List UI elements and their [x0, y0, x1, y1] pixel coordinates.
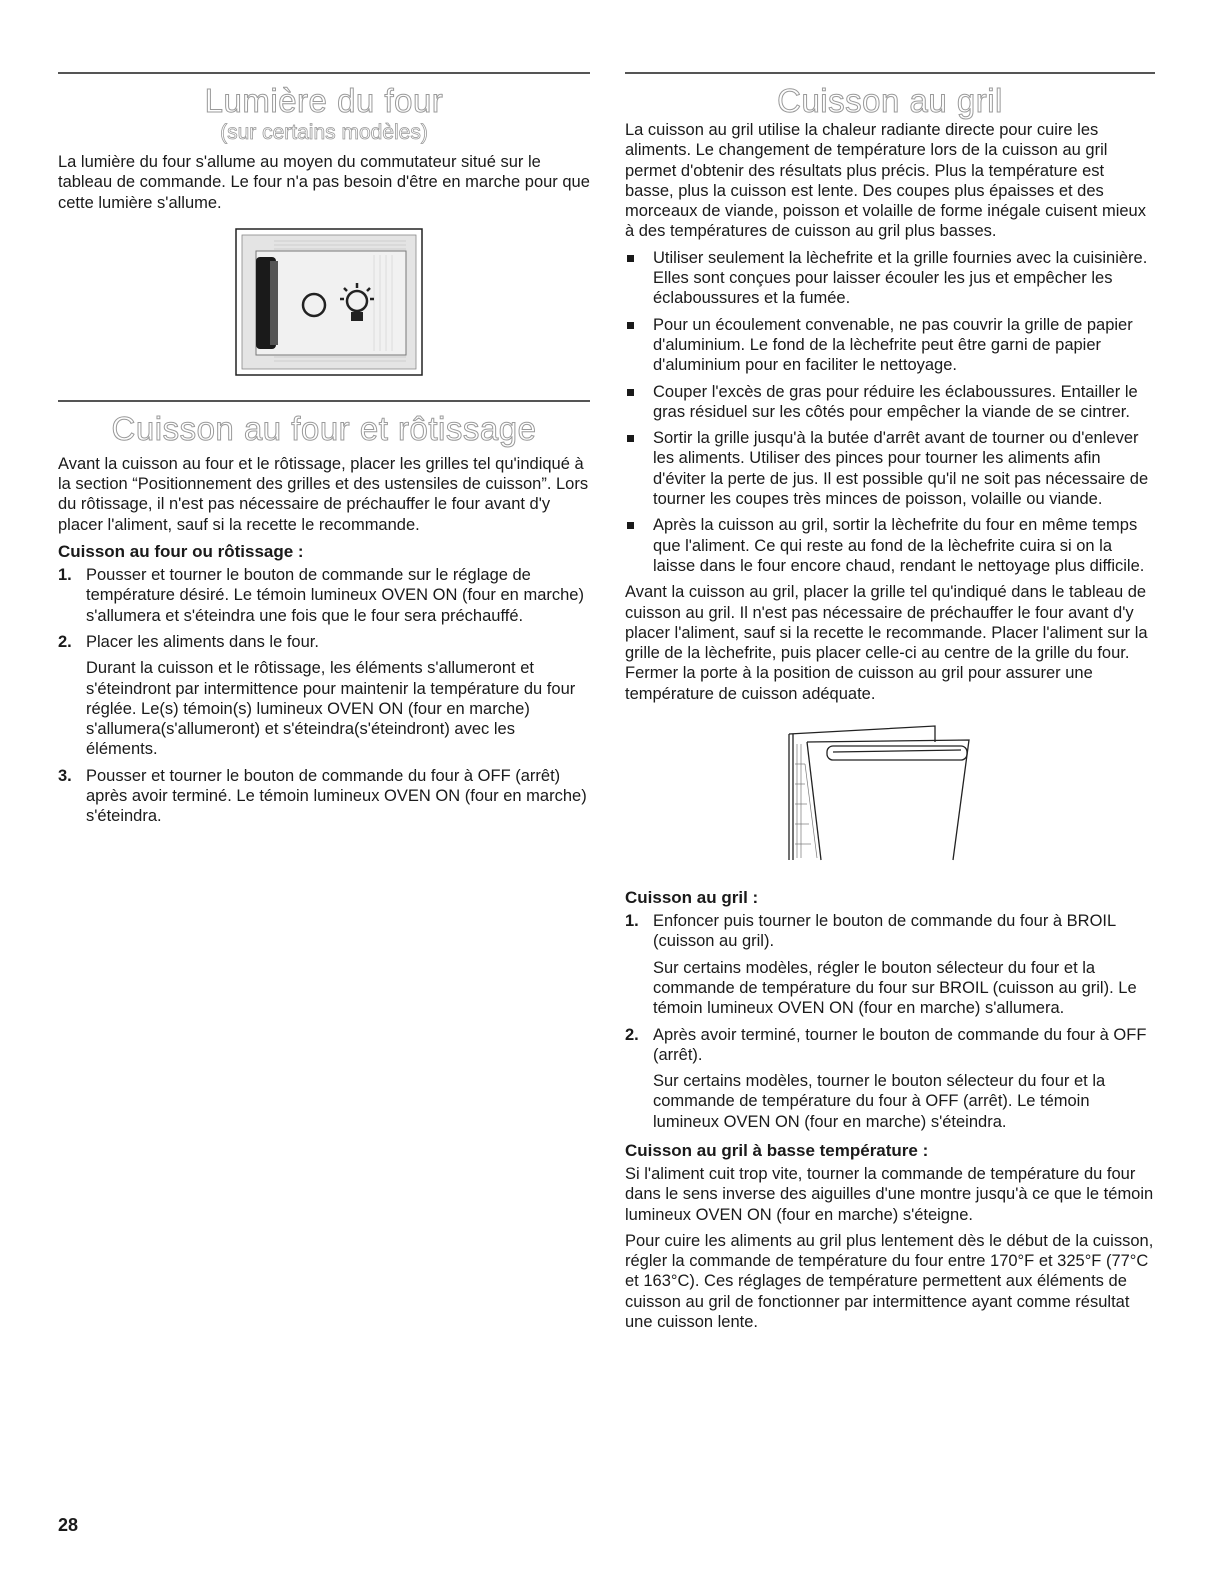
- bake-subheading: Cuisson au four ou rôtissage :: [58, 542, 304, 562]
- bullet-text: Couper l'excès de gras pour réduire les éclaboussures. Entailler le gras résiduel sur les côtés pour empêcher la viande de se cintrer.: [653, 382, 1138, 421]
- step-extra-text: Sur certains modèles, tourner le bouton sélecteur du four et la commande de température du four à OFF (arrêt). Le témoin lumineux OVEN ON (four en marche) s'éteindra.: [653, 1072, 1106, 1131]
- bake-intro-text: Avant la cuisson au four et le rôtissage, placer les grilles tel qu'indiqué à la section “Positionnement des grilles et des ustensiles de cuisson”. Lors du rôtissage, il n'est pas nécessaire de préchauffer le four avant d'y placer l'aliment, sauf si la recette le recommande.: [58, 454, 589, 534]
- bullet-text: Après la cuisson au gril, sortir la lèchefrite du four en même temps que l'aliment. Ce qui reste au fond de la lèchefrite cuira si on la laisse dans le four encore chaud, rendant le nettoyage plus difficile.: [653, 516, 1145, 575]
- list-item: [625, 515, 1155, 576]
- section-divider: [58, 400, 590, 402]
- step-extra-text: Sur certains modèles, régler le bouton sélecteur du four et la commande de température du four sur BROIL (cuisson au gril). Le témoin lumineux OVEN ON (four en marche) s'allumera.: [653, 958, 1137, 1018]
- broil-intro-text: La cuisson au gril utilise la chaleur radiante directe pour cuire les aliments. Le changement de température lors de la cuisson au gril permet d'obtenir des résultats plus précis. Plus la température est basse, plus la cuisson est lente. Des coupes plus épaisses et des morceaux de viande, poisson et volaille de forme inégale cuisent mieux à des températures de cuisson au gril plus basses.: [625, 121, 1146, 241]
- bake-roast-heading: Cuisson au four et rôtissage: [111, 409, 537, 447]
- bake-steps-list: [58, 565, 590, 827]
- oven-light-subheading: (sur certains modèles): [220, 121, 428, 144]
- broil-heading: Cuisson au gril: [777, 82, 1003, 119]
- section-divider: [625, 72, 1155, 74]
- oven-door-broil-illustration: [785, 724, 1155, 869]
- bullet-square-icon: [627, 522, 634, 529]
- left-column: [58, 72, 590, 833]
- low-broil-text-1: Si l'aliment cuit trop vite, tourner la commande de température du four dans le sens inverse des aiguilles d'une montre jusqu'à ce que le témoin lumineux OVEN ON (four en marche) s'éteigne.: [625, 1164, 1154, 1224]
- oven-light-text: La lumière du four s'allume au moyen du commutateur situé sur le tableau de commande. Le four n'a pas besoin d'être en marche pour que cette lumière s'allume.: [58, 153, 590, 212]
- bullet-square-icon: [627, 435, 634, 442]
- step-text: Après avoir terminé, tourner le bouton de commande du four à OFF (arrêt).: [653, 1025, 1147, 1064]
- low-broil-text-2: Pour cuire les aliments au gril plus lentement dès le début de la cuisson, régler la commande de température du four entre 170°F et 325°F (77°C et 163°C). Ces réglages de température permettent aux éléments de cuisson au gril de fonctionner par intermittence ayant comme résultat une cuisson lente.: [625, 1231, 1154, 1332]
- list-item: [58, 565, 590, 626]
- broil-tips-list: [625, 248, 1155, 576]
- list-item: [625, 382, 1155, 423]
- step-number: 2.: [58, 632, 72, 651]
- step-number: 2.: [625, 1025, 639, 1044]
- bullet-square-icon: [627, 255, 634, 262]
- light-switch-icon: [234, 227, 424, 377]
- broil-steps-list: [625, 911, 1155, 1132]
- bullet-square-icon: [627, 322, 634, 329]
- oven-light-switch-illustration: [234, 227, 590, 382]
- list-item: [625, 911, 1155, 1018]
- bullet-text: Sortir la grille jusqu'à la butée d'arrêt avant de tourner ou d'enlever les aliments. Utiliser des pinces pour tourner les aliments afin d'éviter la perte de jus. Il est possible qu'il ne soit pas nécessaire de tourner les coupes très minces de poisson, volaille ou viande.: [653, 429, 1149, 509]
- step-number: 1.: [625, 912, 639, 931]
- step-number: 1.: [58, 566, 72, 585]
- bullet-text: Utiliser seulement la lèchefrite et la grille fournies avec la cuisinière. Elles sont conçues pour laisser écouler les jus et empêcher les éclaboussures et la fumée.: [653, 248, 1148, 308]
- list-item: [625, 315, 1155, 376]
- step-extra-text: Durant la cuisson et le rôtissage, les éléments s'allumeront et s'éteindront par intermittence pour maintenir la température du four réglée. Le(s) témoin(s) lumineux OVEN ON (four en marche) s'allumera(s'allumeront) et s'éteindra(s'éteindront) avec les éléments.: [86, 659, 576, 759]
- step-text: Enfoncer puis tourner le bouton de commande du four à BROIL (cuisson au gril).: [653, 912, 1116, 951]
- list-item: [58, 632, 590, 760]
- oven-door-icon: [785, 724, 985, 864]
- right-column: [625, 72, 1155, 1338]
- bullet-text: Pour un écoulement convenable, ne pas couvrir la grille de papier d'aluminium. Le fond de la lèchefrite peut être garni de papier d'aluminium pour en faciliter le nettoyage.: [653, 315, 1133, 375]
- step-number: 3.: [58, 766, 72, 785]
- low-broil-subheading: Cuisson au gril à basse température :: [625, 1140, 929, 1160]
- list-item: [58, 766, 590, 827]
- section-divider: [58, 72, 590, 74]
- broil-subheading: Cuisson au gril :: [625, 888, 759, 908]
- broil-placement-text: Avant la cuisson au gril, placer la grille tel qu'indiqué dans le tableau de cuisson au gril. Il n'est pas nécessaire de préchauffer le four avant d'y placer l'aliment, sauf si la recette le recommande. Placer l'aliment sur la grille de la lèchefrite, puis placer celle-ci au centre de la grille du four. Fermer la porte à la position de cuisson au gril pour assurer une température de cuisson adéquate.: [625, 583, 1148, 703]
- step-text: Pousser et tourner le bouton de commande sur le réglage de température désiré. Le témoin lumineux OVEN ON (four en marche) s'allumera et s'éteindra une fois que le four sera préchauffé.: [86, 566, 584, 625]
- list-item: [625, 248, 1155, 309]
- oven-light-heading: Lumière du four: [204, 82, 444, 119]
- step-text: Placer les aliments dans le four.: [86, 632, 319, 651]
- list-item: [625, 1025, 1155, 1132]
- bullet-square-icon: [627, 389, 634, 396]
- list-item: [625, 428, 1155, 509]
- step-text: Pousser et tourner le bouton de commande du four à OFF (arrêt) après avoir terminé. Le témoin lumineux OVEN ON (four en marche) s'éteindra.: [86, 766, 587, 826]
- page-number: 28: [58, 1515, 79, 1535]
